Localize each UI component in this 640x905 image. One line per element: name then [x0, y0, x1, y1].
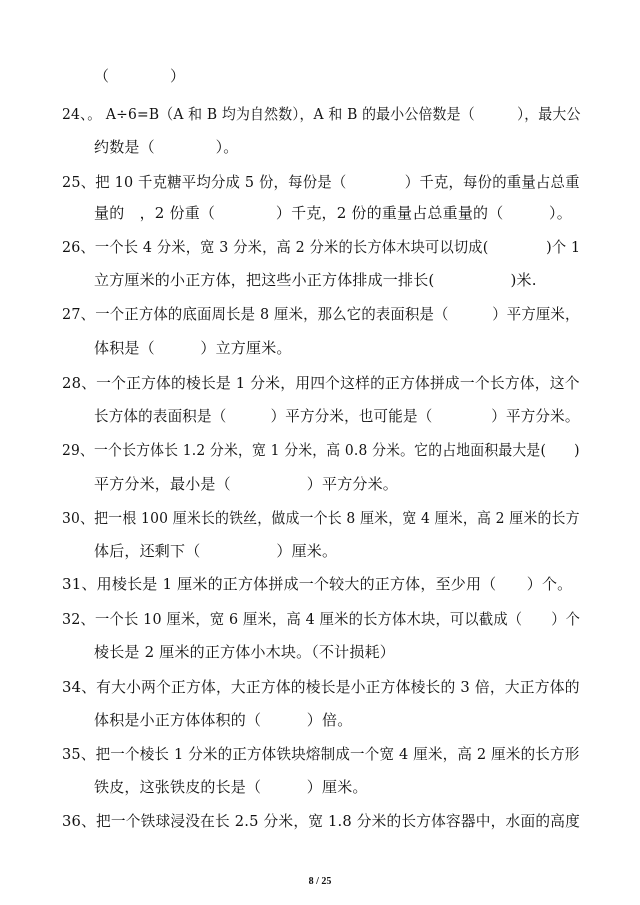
question-28-line-1: 28、一个正方体的棱长是 1 分米，用四个这样的正方体拼成一个长方体，这个 [62, 374, 580, 392]
question-27-line-1: 27、一个正方体的底面周长是 8 厘米，那么它的表面积是（ ）平方厘米， [62, 305, 580, 323]
question-34-line-1: 34、有大小两个正方体，大正方体的棱长是小正方体棱长的 3 倍，大正方体的 [62, 678, 580, 696]
question-28-line-2: 长方体的表面积是（ ）平方分米，也可能是（ ）平方分米。 [94, 407, 580, 425]
question-30-line-2: 体后，还剩下（ ）厘米。 [94, 542, 338, 560]
question-26-line-1: 26、一个长 4 分米，宽 3 分米，高 2 分米的长方体木块可以切成( )个 1 [62, 238, 581, 256]
question-35-line-2: 铁皮，这张铁皮的长是（ ）厘米。 [94, 778, 368, 796]
question-36-line-1: 36、把一个铁球浸没在长 2.5 分米，宽 1.8 分米的长方体容器中，水面的高度 [62, 812, 580, 830]
question-34-line-2: 体积是小正方体体积的（ ）倍。 [94, 711, 353, 729]
question-32-line-1: 32、一个长 10 厘米，宽 6 厘米，高 4 厘米的长方体木块，可以截成（ ）个 [62, 610, 581, 628]
question-27-line-2: 体积是（ ）立方厘米。 [94, 339, 292, 357]
question-24-line-2: 约数是（ ）。 [94, 138, 239, 156]
question-25-line-1: 25、把 10 千克糖平均分成 5 份，每份是（ ）千克，每份的重量占总重 [62, 173, 580, 191]
question-29-line-2: 平方分米，最小是（ ）平方分米。 [94, 475, 399, 493]
question-35-line-1: 35、把一个棱长 1 分米的正方体铁块熔制成一个宽 4 厘米，高 2 厘米的长方形 [62, 745, 580, 763]
question-26-line-2: 立方厘米的小正方体，把这些小正方体排成一排长( )米. [94, 271, 537, 289]
question-30-line-1: 30、把一根 100 厘米长的铁丝，做成一个长 8 厘米，宽 4 厘米，高 2 厘米的长方 [62, 509, 580, 527]
question-29-line-1: 29、一个长方体长 1.2 分米，宽 1 分米，高 0.8 分米。它的占地面积最大是( ) [62, 441, 580, 459]
question-31-line-1: 31、用棱长是 1 厘米的正方体拼成一个较大的正方体，至少用（ ）个。 [62, 575, 573, 593]
text-line: （ ） [94, 67, 186, 85]
question-24-line-1: 24、。 A÷6=B（A 和 B 均为自然数），A 和 B 的最小公倍数是（ ），最大公 [62, 105, 581, 123]
question-32-line-2: 棱长是 2 厘米的正方体小木块。（不计损耗） [94, 643, 395, 661]
question-25-line-2: 量的 ，2 份重（ ）千克，2 份的重量占总重量的（ ）。 [94, 204, 572, 222]
page-number: 8 / 25 [308, 876, 332, 887]
